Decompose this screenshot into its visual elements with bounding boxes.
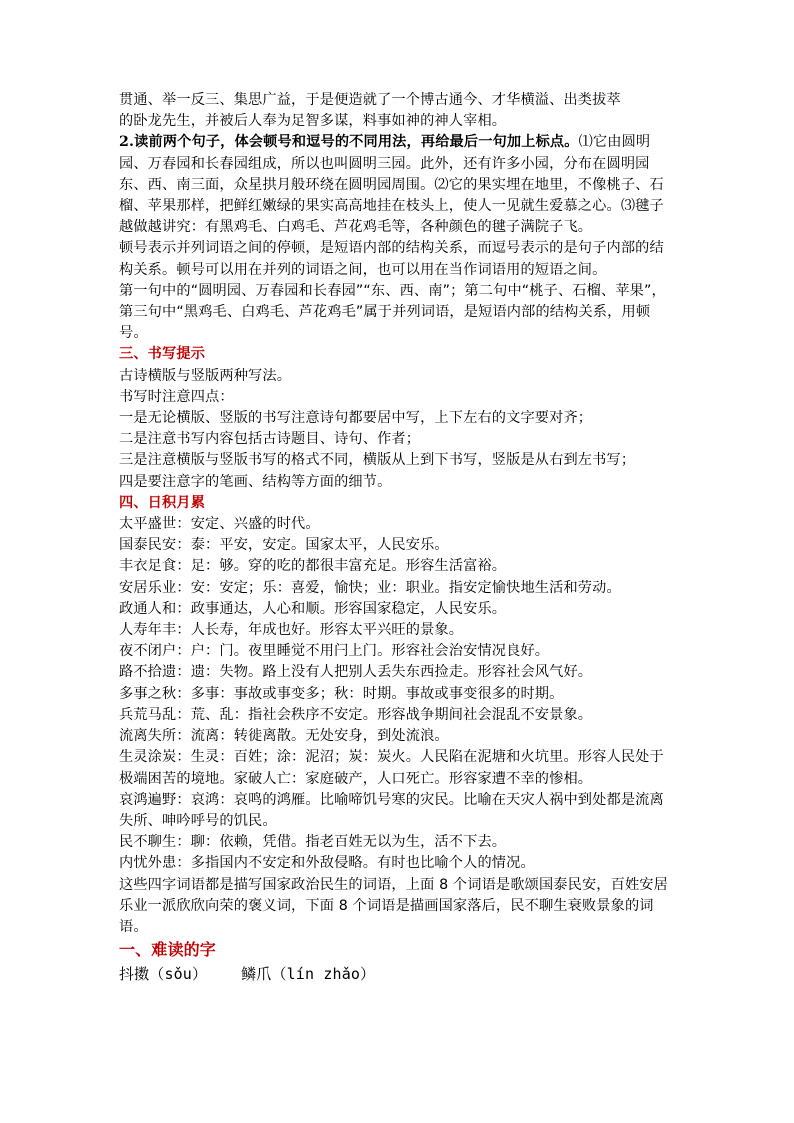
idiom-entry: 民不聊生：聊：依赖，凭借。指老百姓无以为生，活不下去。 xyxy=(119,834,507,851)
idiom-entry: 哀鸿遍野：哀鸿：哀鸣的鸿雁。比喻啼饥号寒的灾民。比喻在天灾人祸中到处都是流离失所、呻吟呼号的饥民。 xyxy=(119,791,664,829)
question-2-block xyxy=(119,132,675,238)
idiom-entry: 国泰民安：泰：平安，安定。国家太平，人民安乐。 xyxy=(119,537,449,554)
idiom-entry: 丰衣足食：足：够。穿的吃的都很丰富充足。形容生活富裕。 xyxy=(119,558,507,575)
section-4-heading: 四、日积月累 xyxy=(119,494,206,511)
section-1-heading: 一、难读的字 xyxy=(119,940,216,960)
intro-line-2: 的卧龙先生，并被后人奉为足智多谋，料事如神的神人宰相。 xyxy=(119,113,507,130)
idiom-entry: 多事之秋：多事：事故或事变多；秋：时期。事故或事变很多的时期。 xyxy=(119,685,564,702)
idiom-entry: 兵荒马乱：荒、乱：指社会秩序不安定。形容战争期间社会混乱不安景象。 xyxy=(119,706,593,723)
question-2-answer-1: 顿号表示并列词语之间的停顿，是短语内部的结构关系，而逗号表示的是句子内部的结构关系。顿号可以用在并列的词语之间，也可以用在当作词语用的短语之间。 xyxy=(119,240,664,278)
idiom-entry: 安居乐业：安：安定；乐：喜爱，愉快；业：职业。指安定愉快地生活和劳动。 xyxy=(119,579,621,596)
idiom-entry: 生灵涂炭：生灵：百姓；涂：泥沼；炭：炭火。人民陷在泥塘和火坑里。形容人民处于极端困苦的境地。家破人亡：家庭破产，人口死亡。形容家遭不幸的惨相。 xyxy=(119,749,664,787)
idiom-entry: 夜不闭户：户：门。夜里睡觉不用闩上门。形容社会治安情况良好。 xyxy=(119,643,550,660)
section-3-line: 书写时注意四点： xyxy=(119,388,234,405)
idiom-entry: 政通人和：政事通达，人心和顺。形容国家稳定，人民安乐。 xyxy=(119,600,507,617)
section-3-line: 一是无论横版、竖版的书写注意诗句都要居中写，上下左右的文字要对齐； xyxy=(119,410,593,427)
section-4-summary: 这些四字词语都是描写国家政治民生的词语，上面 8 个词语是歌颂国泰民安，百姓安居乐业一派欣欣向荣的褒义词，下面 8 个词语是描画国家落后，民不聊生衰败景象的词语。 xyxy=(119,876,668,935)
pinyin-word: 鳞爪（lín zhǎo） xyxy=(241,965,376,984)
pinyin-row xyxy=(119,962,675,986)
section-3-line: 二是注意书写内容包括古诗题目、诗句、作者； xyxy=(119,431,421,448)
question-2-prompt: 2.读前两个句子，体会顿号和逗号的不同用法，再给最后一句加上标点。 xyxy=(119,134,579,151)
question-2-answer-2: 第一句中的“圆明园、万春园和长春园”“东、西、南”；第二句中“桃子、石榴、苹果”，第三句中“黑鸡毛、白鸡毛、芦花鸡毛”属于并列词语，是短语内部的结构关系，用顿号。 xyxy=(119,282,666,342)
idiom-entry: 内忧外患：多指国内不安定和外敌侵略。有时也比喻个人的情况。 xyxy=(119,855,535,872)
question-2-text: ⑴它由圆明园、万春园和长春园组成，所以也叫圆明三园。此外，还有许多小园，分布在圆明园东、西、南三面，众星拱月般环绕在圆明园周围。⑵它的果实埋在地里，不像桃子、石榴、苹果那样，把鲜红嫩绿的果实高高地挂在枝头上，使人一见就生爱慕之心。⑶毽子越做越讲究：有黑鸡毛、白鸡毛、芦花鸡毛等，各种颜色的毽子满院子飞。 xyxy=(119,134,664,236)
section-3-line: 四是要注意字的笔画、结构等方面的细节。 xyxy=(119,473,392,490)
idiom-entry: 路不拾遗：遗：失物。路上没有人把别人丢失东西捡走。形容社会风气好。 xyxy=(119,664,593,681)
idiom-entry: 人寿年丰：人长寿，年成也好。形容太平兴旺的景象。 xyxy=(119,622,464,639)
document-body xyxy=(119,90,675,986)
idiom-entry: 太平盛世：安定、兴盛的时代。 xyxy=(119,516,320,533)
section-3-line: 古诗横版与竖版两种写法。 xyxy=(119,367,292,384)
intro-line-1: 贯通、举一反三、集思广益，于是便造就了一个博古通今、才华横溢、出类拔萃 xyxy=(119,92,621,108)
idiom-entry: 流离失所：流离：转徙离散。无处安身，到处流浪。 xyxy=(119,728,449,745)
section-3-heading: 三、书写提示 xyxy=(119,346,206,363)
pinyin-word: 抖擞（sǒu） xyxy=(119,965,208,984)
section-3-line: 三是注意横版与竖版书写的格式不同，横版从上到下书写，竖版是从右到左书写； xyxy=(119,452,636,469)
